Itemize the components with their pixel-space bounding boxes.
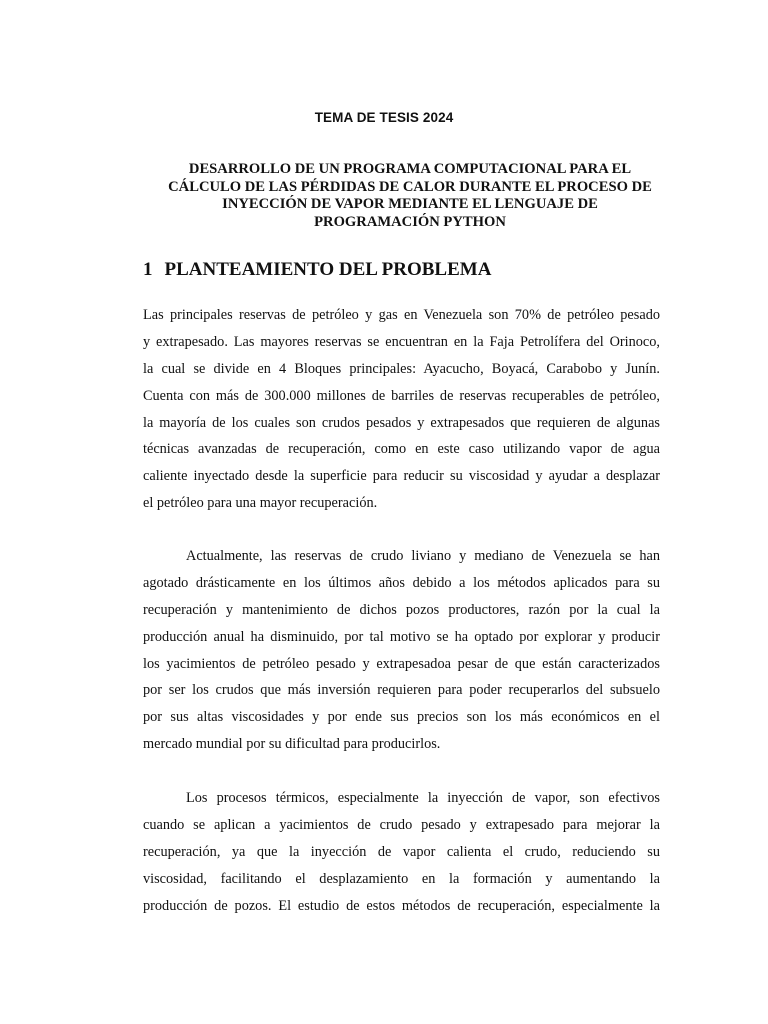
paragraph-line: producción de pozos. El estudio de estos métodos de recuperación, especialmente la [143, 897, 660, 914]
paragraph-line: recuperación, ya que la inyección de vapor calienta el crudo, reduciendo su [143, 843, 660, 860]
section-heading [143, 259, 491, 281]
paragraph-line: Las principales reservas de petróleo y gas en Venezuela son 70% de petróleo pesado [143, 307, 660, 323]
paragraph-line: técnicas avanzadas de recuperación, como en este caso utilizando vapor de agua [143, 441, 660, 458]
paragraph-1 [143, 302, 660, 517]
thesis-topic-label: TEMA DE TESIS 2024 [314, 110, 454, 125]
paragraph-line: y extrapesado. Las mayores reservas se encuentran en la Faja Petrolífera del Orinoco, [143, 333, 660, 350]
paragraph-line: caliente inyectado desde la superficie para reducir su viscosidad y ayudar a desplazar [143, 468, 660, 485]
paragraph-line: por sus altas viscosidades y por ende sus precios son los más económicos en el [143, 709, 660, 726]
section-number: 1 [143, 259, 153, 280]
paragraph-line: Los procesos térmicos, especialmente la inyección de vapor, son efectivos [186, 790, 660, 806]
paragraph-line: la cual se divide en 4 Bloques principales: Ayacucho, Boyacá, Carabobo y Junín. [143, 360, 660, 377]
paragraph-line: Actualmente, las reservas de crudo liviano y mediano de Venezuela se han [186, 548, 660, 564]
paragraph-2 [143, 543, 660, 758]
thesis-title-line: INYECCIÓN DE VAPOR MEDIANTE EL LENGUAJE DE [222, 196, 598, 212]
paragraph-line: mercado mundial por su dificultad para producirlos. [143, 736, 441, 753]
paragraph-3 [143, 785, 660, 919]
thesis-title-line: PROGRAMACIÓN PYTHON [314, 213, 506, 230]
paragraph-line: por ser los crudos que más inversión requieren para poder recuperarlos del subsuelo [143, 682, 660, 699]
thesis-title [160, 161, 660, 231]
thesis-title-line: CÁLCULO DE LAS PÉRDIDAS DE CALOR DURANTE EL PROCESO DE [168, 178, 652, 195]
paragraph-line: la mayoría de los cuales son crudos pesados y extrapesados que requieren de algunas [143, 414, 660, 431]
thesis-title-line: DESARROLLO DE UN PROGRAMA COMPUTACIONAL PARA EL [188, 161, 632, 177]
paragraph-line: cuando se aplican a yacimientos de crudo pesado y extrapesado para mejorar la [143, 816, 660, 833]
paragraph-line: agotado drásticamente en los últimos años debido a los métodos aplicados para su [143, 574, 660, 591]
paragraph-line: viscosidad, facilitando el desplazamiento en la formación y aumentando la [143, 870, 660, 887]
paragraph-line: recuperación y mantenimiento de dichos pozos productores, razón por la cual la [143, 601, 660, 618]
paragraph-line: el petróleo para una mayor recuperación. [143, 495, 378, 512]
paragraph-line: Cuenta con más de 300.000 millones de barriles de reservas recuperables de petróleo, [143, 387, 660, 404]
section-title: PLANTEAMIENTO DEL PROBLEMA [164, 259, 492, 280]
paragraph-line: los yacimientos de petróleo pesado y extrapesadoa pesar de que están caracterizados [143, 655, 660, 672]
paragraph-line: producción anual ha disminuido, por tal motivo se ha optado por explorar y producir [143, 628, 660, 645]
